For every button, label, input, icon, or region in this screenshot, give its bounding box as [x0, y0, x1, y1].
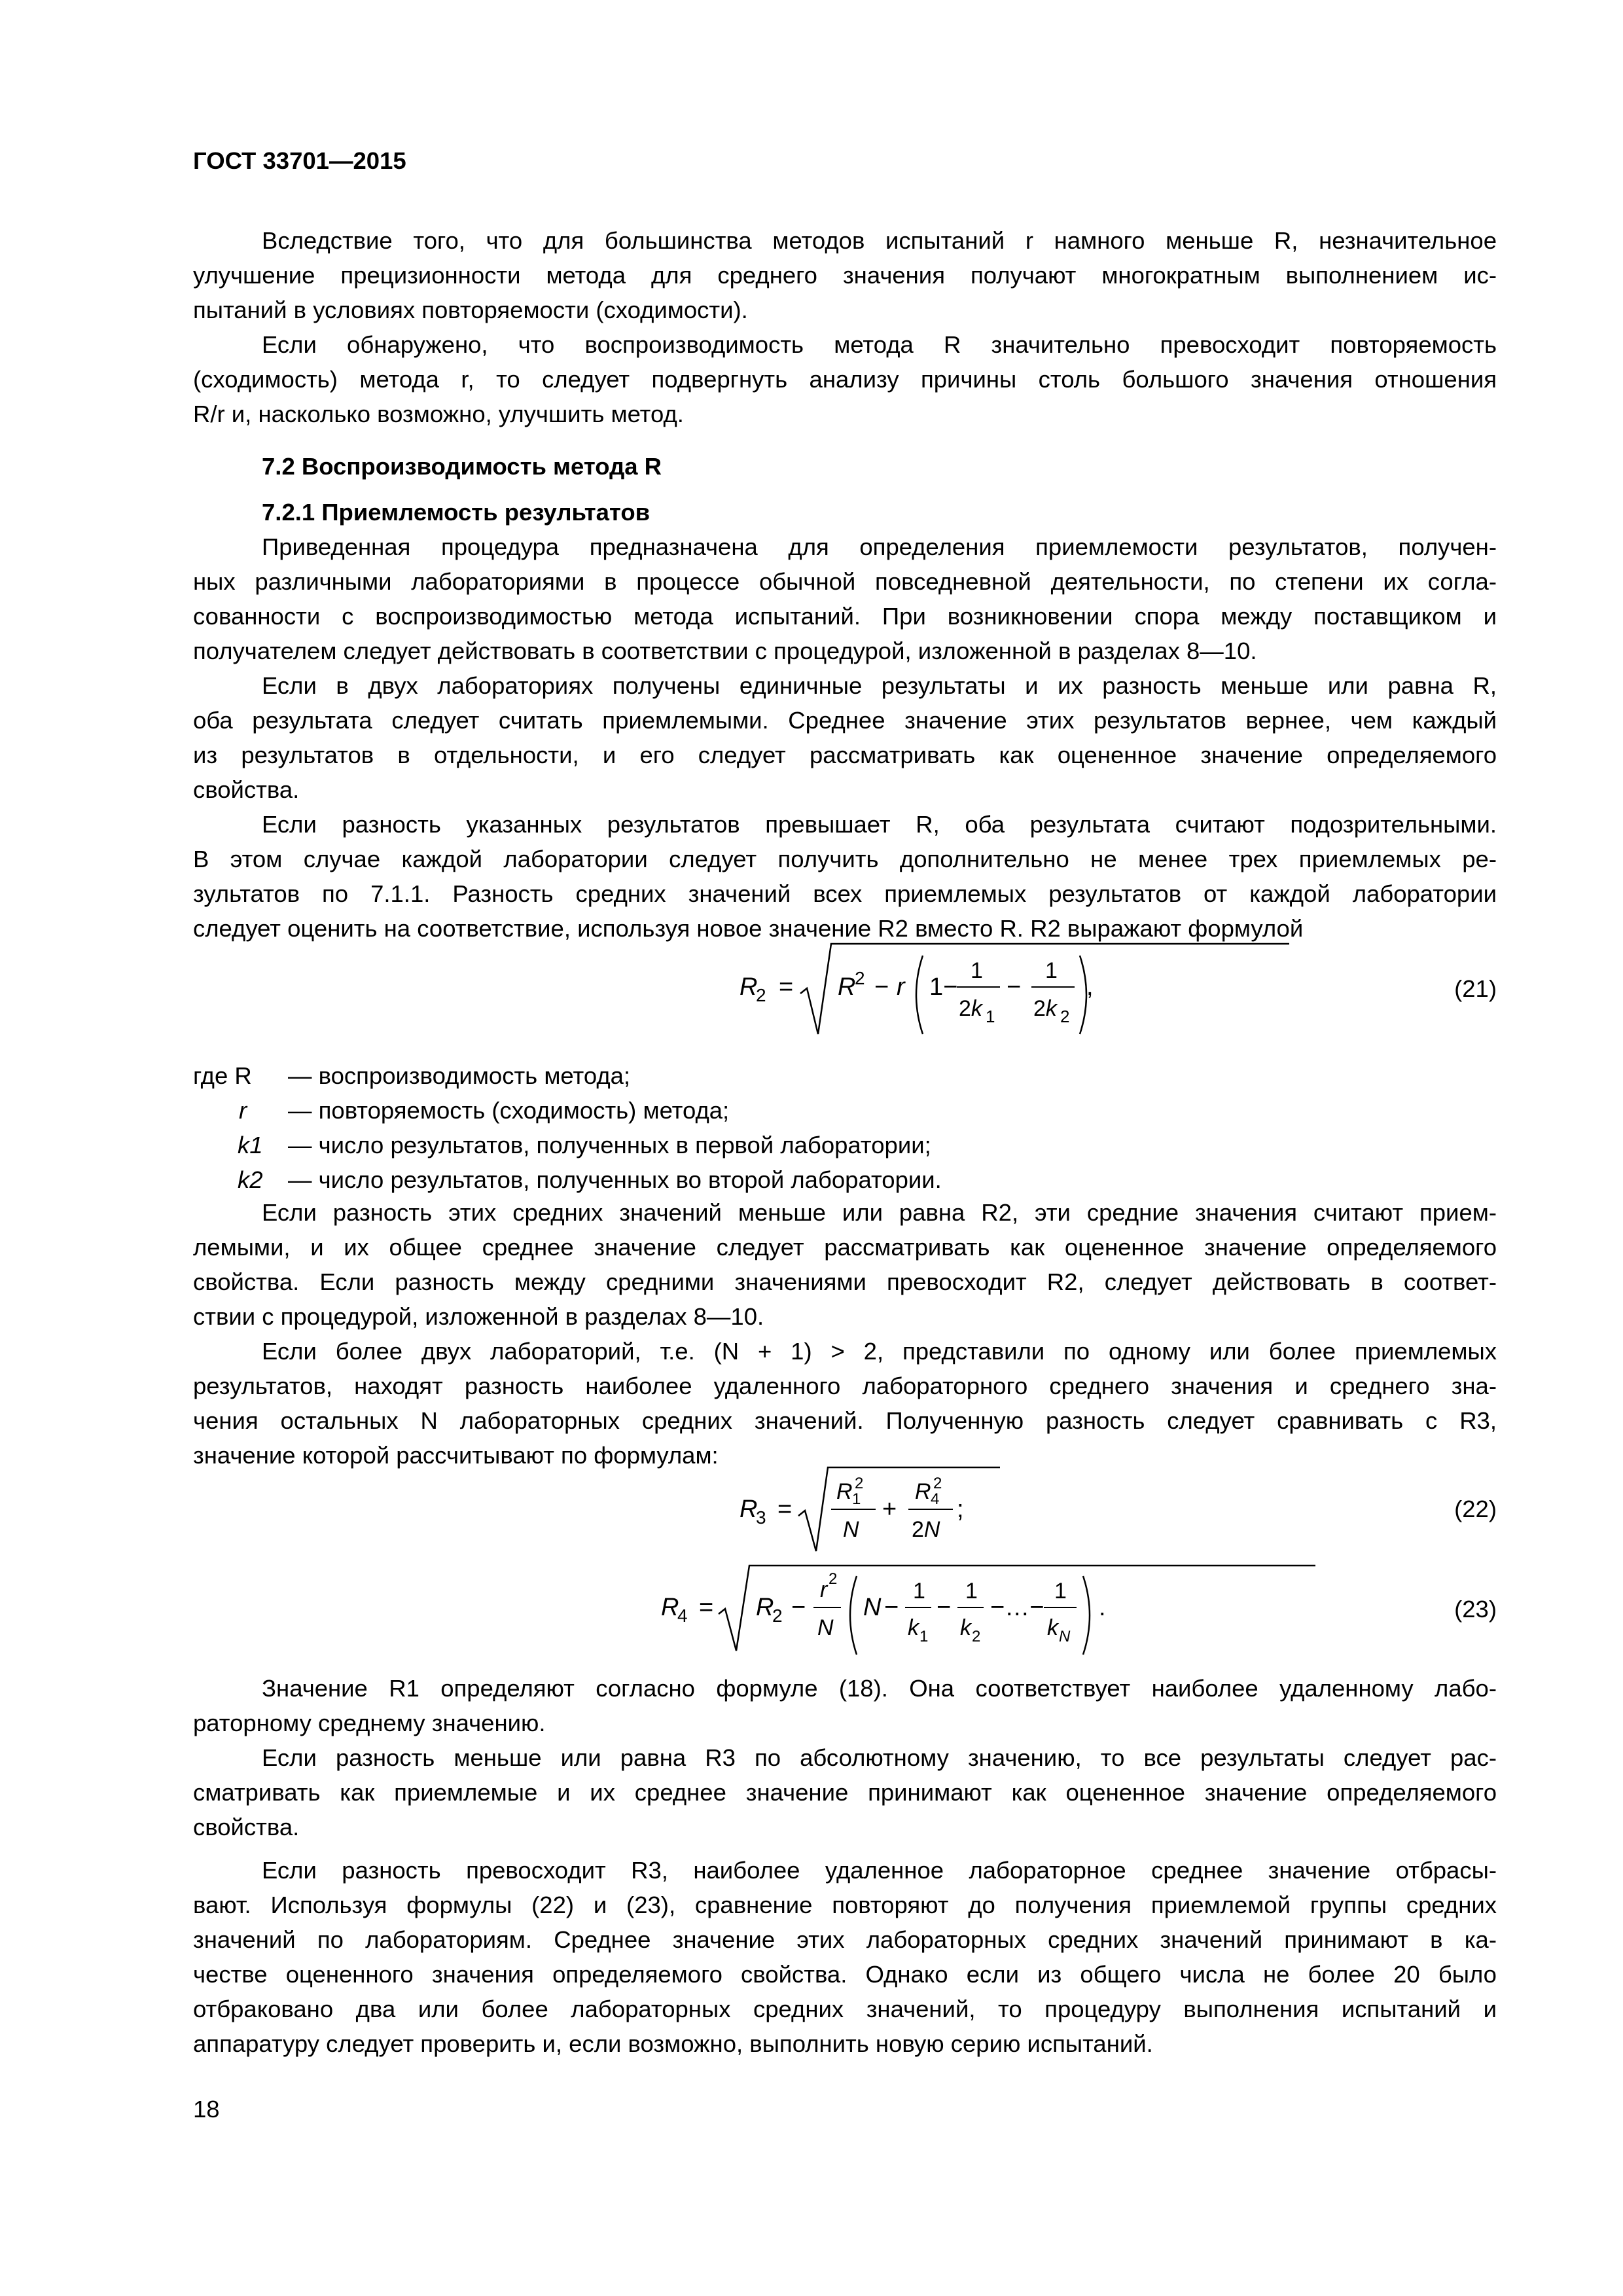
- svg-text:R: R: [756, 1594, 774, 1621]
- paragraph-line: получателем следует действовать в соответствии с процедурой, изложенной в разделах 8—10.: [193, 637, 1257, 664]
- paragraph-line: раторному среднему значению.: [193, 1710, 546, 1736]
- paragraph-line: Если разность этих средних значений меньше или равна R2, эти средние значения считают прием-: [262, 1199, 1497, 1226]
- equation-number-23: (23): [1454, 1596, 1497, 1623]
- svg-text:;: ;: [957, 1496, 964, 1523]
- svg-text:2: 2: [829, 1570, 838, 1588]
- paragraph-line: отбраковано два или более лабораторных средних значений, то процедуру выполнения испытаний и: [193, 1996, 1497, 2022]
- equation-number-22: (22): [1454, 1496, 1497, 1522]
- svg-text:R: R: [915, 1479, 931, 1504]
- paragraph-line: честве оцененного значения определяемого свойства. Однако если из общего числа не более 20 было: [193, 1961, 1497, 1988]
- paragraph-line: свойства.: [193, 776, 300, 803]
- section-heading-7-2-1: 7.2.1 Приемлемость результатов: [262, 499, 651, 526]
- paragraph-line: свойства. Если разность между средними значениями превосходит R2, следует действовать в соответ-: [193, 1268, 1497, 1295]
- paragraph-line: R/r и, насколько возможно, улучшить метод.: [193, 401, 684, 427]
- svg-text:k: k: [960, 1615, 971, 1640]
- svg-text:2k: 2k: [1033, 996, 1057, 1021]
- svg-text:r: r: [820, 1577, 828, 1602]
- paragraph-line: следует оценить на соответствие, используя новое значение R2 вместо R. R2 выражают формулой: [193, 915, 1304, 942]
- paragraph-line: ствии с процедурой, изложенной в разделах 8—10.: [193, 1303, 764, 1330]
- paragraph-line: Если разность меньше или равна R3 по абсолютному значению, то все результаты следует рас-: [262, 1744, 1497, 1771]
- svg-text:4: 4: [931, 1490, 940, 1508]
- where-description: — число результатов, полученных во второй лаборатории.: [288, 1166, 942, 1193]
- paragraph-line: В этом случае каждой лаборатории следует получить дополнительно не менее трех приемлемых ре-: [193, 846, 1497, 872]
- paragraph-line: свойства.: [193, 1814, 300, 1840]
- svg-text:,: ,: [1086, 973, 1094, 1001]
- paragraph-line: Если в двух лабораториях получены единичные результаты и их разность меньше или равна R,: [262, 672, 1497, 699]
- document-header: ГОСТ 33701—2015: [193, 147, 406, 174]
- svg-text:2k: 2k: [959, 996, 982, 1021]
- section-heading-7-2: 7.2 Воспроизводимость метода R: [262, 453, 662, 480]
- paragraph-line: зультатов по 7.1.1. Разность средних значений всех приемлемых результатов от каждой лаборатории: [193, 880, 1497, 907]
- paragraph-line: Если более двух лабораторий, т.е. (N + 1) > 2, представили по одному или более приемлемых: [262, 1338, 1497, 1365]
- where-symbol: r: [239, 1097, 247, 1124]
- svg-text:R: R: [661, 1594, 679, 1621]
- svg-text:k: k: [908, 1615, 919, 1640]
- where-symbol: k1: [238, 1132, 263, 1158]
- svg-text:4: 4: [677, 1605, 688, 1626]
- svg-text:2: 2: [1060, 1007, 1070, 1026]
- paragraph-line: пытаний в условиях повторяемости (сходимости).: [193, 296, 748, 323]
- svg-text:1: 1: [852, 1490, 861, 1508]
- paragraph-line: улучшение прецизионности метода для среднего значения получают многократным выполнением ис-: [193, 262, 1497, 289]
- svg-text:1: 1: [919, 1628, 929, 1645]
- svg-text:N: N: [863, 1594, 882, 1621]
- svg-text:k: k: [1047, 1615, 1058, 1640]
- svg-text:R: R: [836, 1479, 853, 1504]
- svg-text:2: 2: [756, 985, 766, 1005]
- svg-text:1: 1: [971, 958, 983, 983]
- page-number: 18: [193, 2096, 220, 2123]
- where-symbol: где R: [193, 1062, 252, 1089]
- svg-text:=: =: [777, 1496, 793, 1523]
- paragraph-line: Вследствие того, что для большинства методов испытаний r намного меньше R, незначительное: [262, 227, 1497, 254]
- svg-text:−: −: [874, 973, 889, 1001]
- paragraph-line: Приведенная процедура предназначена для определения приемлемости результатов, получен-: [262, 533, 1497, 560]
- paragraph-line: оба результата следует считать приемлемыми. Среднее значение этих результатов вернее, чем каждый: [193, 707, 1497, 734]
- where-description: — повторяемость (сходимость) метода;: [288, 1097, 730, 1124]
- paragraph-line: из результатов в отдельности, и его следует рассматривать как оцененное значение определяемого: [193, 742, 1497, 768]
- svg-text:2: 2: [855, 1475, 864, 1492]
- svg-text:R: R: [838, 973, 856, 1001]
- paragraph-line: сматривать как приемлемые и их среднее значение принимают как оцененное значение определяемого: [193, 1779, 1497, 1806]
- svg-text:1: 1: [913, 1579, 925, 1604]
- svg-text:1: 1: [1054, 1579, 1067, 1604]
- svg-text:3: 3: [756, 1507, 766, 1528]
- where-row: [193, 1166, 942, 1194]
- svg-text:N: N: [817, 1615, 834, 1640]
- where-row: [193, 1132, 931, 1159]
- svg-text:2: 2: [933, 1475, 942, 1492]
- paragraph-line: значений по лабораториям. Среднее значение этих лабораторных средних значений принимают в ка-: [193, 1926, 1497, 1953]
- svg-text:2: 2: [772, 1605, 783, 1626]
- paragraph-line: аппаратуру следует проверить и, если возможно, выполнить новую серию испытаний.: [193, 2030, 1153, 2057]
- svg-text:.: .: [1099, 1594, 1106, 1621]
- equation-number-21: (21): [1454, 975, 1497, 1002]
- paragraph-line: Значение R1 определяют согласно формуле (18). Она соответствует наиболее удаленному лабо-: [262, 1675, 1497, 1702]
- svg-text:−…−: −…−: [990, 1594, 1044, 1621]
- svg-text:−: −: [791, 1594, 806, 1621]
- svg-text:1: 1: [965, 1579, 978, 1604]
- svg-text:r: r: [897, 973, 905, 1001]
- paragraph-line: значение которой рассчитывают по формулам:: [193, 1442, 719, 1469]
- svg-text:1−: 1−: [929, 973, 958, 1001]
- svg-text:N: N: [1059, 1628, 1071, 1645]
- paragraph-line: (сходимость) метода r, то следует подвергнуть анализу причины столь большого значения отношения: [193, 366, 1497, 393]
- svg-text:R: R: [740, 973, 758, 1001]
- where-description: — воспроизводимость метода;: [288, 1062, 631, 1089]
- svg-text:−: −: [884, 1594, 899, 1621]
- where-row: [193, 1097, 729, 1124]
- document-page: [193, 0, 1502, 2296]
- paragraph-line: чения остальных N лабораторных средних значений. Полученную разность следует сравнивать с R3,: [193, 1407, 1497, 1434]
- svg-text:=: =: [699, 1594, 714, 1621]
- paragraph-line: вают. Используя формулы (22) и (23), сравнение повторяют до получения приемлемой группы средних: [193, 1892, 1497, 1918]
- svg-text:2N: 2N: [912, 1517, 940, 1542]
- paragraph-line: Если разность превосходит R3, наиболее удаленное лабораторное среднее значение отбрасы-: [262, 1857, 1497, 1884]
- svg-text:1: 1: [986, 1007, 995, 1026]
- where-description: — число результатов, полученных в первой лаборатории;: [288, 1132, 931, 1158]
- svg-text:2: 2: [855, 968, 865, 988]
- paragraph-line: Если разность указанных результатов превышает R, оба результата считают подозрительными.: [262, 811, 1497, 838]
- svg-text:=: =: [779, 973, 794, 1001]
- paragraph-line: результатов, находят разность наиболее удаленного лабораторного среднего значения и среднего зна-: [193, 1372, 1497, 1399]
- paragraph-line: лемыми, и их общее среднее значение следует рассматривать как оцененное значение определяемого: [193, 1234, 1497, 1261]
- formula-21: [726, 936, 1315, 1041]
- formula-23: [651, 1558, 1371, 1656]
- formula-22: [726, 1460, 1185, 1558]
- where-row: [193, 1062, 630, 1090]
- svg-text:N: N: [843, 1517, 859, 1542]
- svg-text:R: R: [740, 1496, 758, 1523]
- svg-text:+: +: [882, 1496, 897, 1523]
- paragraph-line: Если обнаружено, что воспроизводимость метода R значительно превосходит повторяемость: [262, 331, 1497, 358]
- svg-text:2: 2: [972, 1628, 981, 1645]
- paragraph-line: ных различными лабораториями в процессе обычной повседневной деятельности, по степени их согла-: [193, 568, 1497, 595]
- paragraph-line: сованности с воспроизводимостью метода испытаний. При возникновении спора между поставщиком и: [193, 603, 1497, 630]
- svg-text:−: −: [1007, 973, 1022, 1001]
- svg-text:−: −: [936, 1594, 952, 1621]
- where-symbol: k2: [238, 1166, 263, 1193]
- svg-text:1: 1: [1045, 958, 1058, 983]
